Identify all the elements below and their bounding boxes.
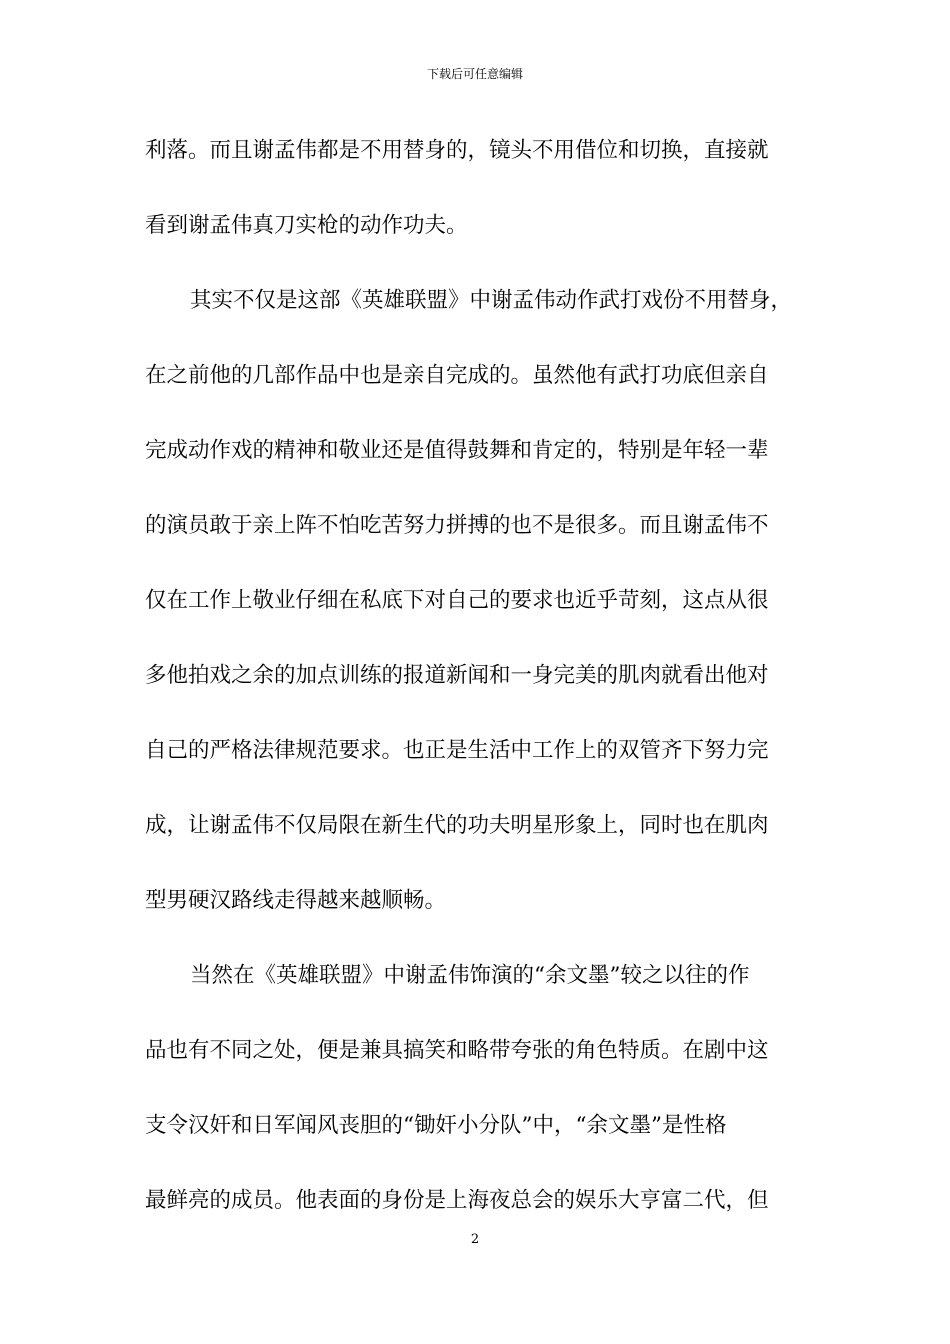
text-line: 成，让谢孟伟不仅局限在新生代的功夫明星形象上，同时也在肌肉 <box>145 813 769 838</box>
text-line: 利落。而且谢孟伟都是不用替身的，镜头不用借位和切换，直接就 <box>145 138 769 163</box>
text-line: 型男硬汉路线走得越来越顺畅。 <box>145 888 447 913</box>
text-line: 仅在工作上敬业仔细在私底下对自己的要求也近乎苛刻，这点从很 <box>145 588 769 613</box>
paragraph-start-line: 其实不仅是这部《英雄联盟》中谢孟伟动作武打戏份不用替身， <box>190 288 793 313</box>
text-line: 多他拍戏之余的加点训练的报道新闻和一身完美的肌肉就看出他对 <box>145 663 769 688</box>
text-line: 自己的严格法律规范要求。也正是生活中工作上的双管齐下努力完 <box>145 738 769 763</box>
text-line: 最鲜亮的成员。他表面的身份是上海夜总会的娱乐大亨富二代，但 <box>145 1188 769 1213</box>
page-header: 下载后可任意编辑 <box>426 67 523 81</box>
text-line: 支令汉奸和日军闻风丧胆的“锄奸小分队”中，“余文墨”是性格 <box>145 1113 727 1138</box>
page-number: 2 <box>470 1232 480 1247</box>
text-line: 看到谢孟伟真刀实枪的动作功夫。 <box>145 213 468 238</box>
text-line: 的演员敢于亲上阵不怕吃苦努力拼搏的也不是很多。而且谢孟伟不 <box>145 513 769 538</box>
paragraph-start-line: 当然在《英雄联盟》中谢孟伟饰演的“余文墨”较之以往的作 <box>190 963 750 988</box>
text-line: 完成动作戏的精神和敬业还是值得鼓舞和肯定的，特别是年轻一辈 <box>145 438 769 463</box>
text-line: 在之前他的几部作品中也是亲自完成的。虽然他有武打功底但亲自 <box>145 363 769 388</box>
text-line: 品也有不同之处，便是兼具搞笑和略带夸张的角色特质。在剧中这 <box>145 1038 769 1063</box>
